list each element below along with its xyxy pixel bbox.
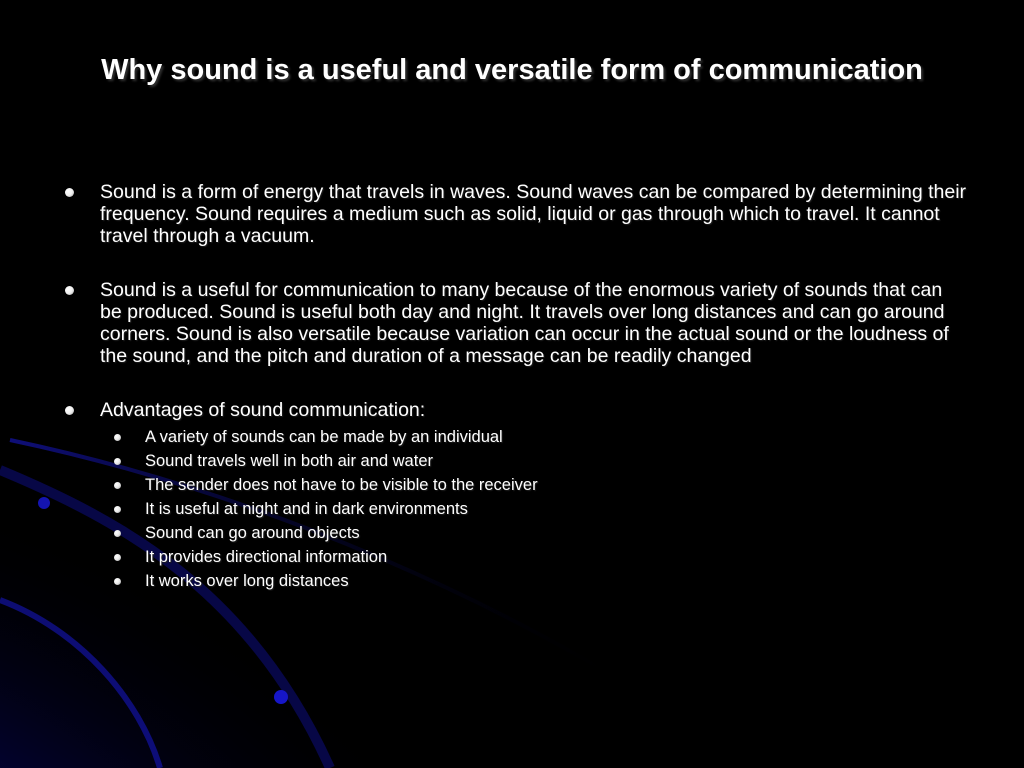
bullet-dot-icon (114, 482, 121, 489)
list-item-text: Sound travels well in both air and water (145, 452, 433, 470)
bullet-dot-icon (65, 188, 74, 197)
list-item (100, 473, 968, 497)
list-item (100, 521, 968, 545)
advantages-list (100, 425, 968, 593)
list-item-text: It is useful at night and in dark environments (145, 500, 468, 518)
bullet-text: Sound is a form of energy that travels in waves. Sound waves can be compared by determining their frequency. Sound requires a medium such as solid, liquid or gas through which to travel. It cannot travel through a vacuum. (100, 181, 967, 247)
list-item (100, 569, 968, 593)
bullet-dot-icon (114, 530, 121, 537)
list-item-text: It works over long distances (145, 572, 349, 590)
list-item (100, 545, 968, 569)
bullet-point (58, 181, 968, 247)
bullet-dot-icon (114, 506, 121, 513)
slide-content (58, 181, 968, 593)
bullet-text: Sound is a useful for communication to many because of the enormous variety of sounds that can be produced. Sound is useful both day and night. It travels over long distances and can go around corners. Sound is also versatile because variation can occur in the actual sound or the loudness of the sound, and the pitch and duration of a message can be readily changed (100, 279, 949, 367)
bullet-dot-icon (114, 434, 121, 441)
bullet-dot-icon (65, 286, 74, 295)
list-item-text: The sender does not have to be visible to the receiver (145, 476, 538, 494)
list-item-text: Sound can go around objects (145, 524, 360, 542)
list-item-text: It provides directional information (145, 548, 388, 566)
bullet-dot-icon (65, 406, 74, 415)
bullet-dot-icon (114, 554, 121, 561)
bullet-dot-icon (114, 578, 121, 585)
bullet-point (58, 279, 968, 367)
bullet-text: Advantages of sound communication: (100, 399, 426, 421)
list-item-text: A variety of sounds can be made by an individual (145, 428, 503, 446)
bullet-dot-icon (114, 458, 121, 465)
list-item (100, 497, 968, 521)
slide-title: Why sound is a useful and versatile form of communication (101, 54, 923, 86)
bullet-point (58, 399, 968, 593)
list-item (100, 449, 968, 473)
list-item (100, 425, 968, 449)
